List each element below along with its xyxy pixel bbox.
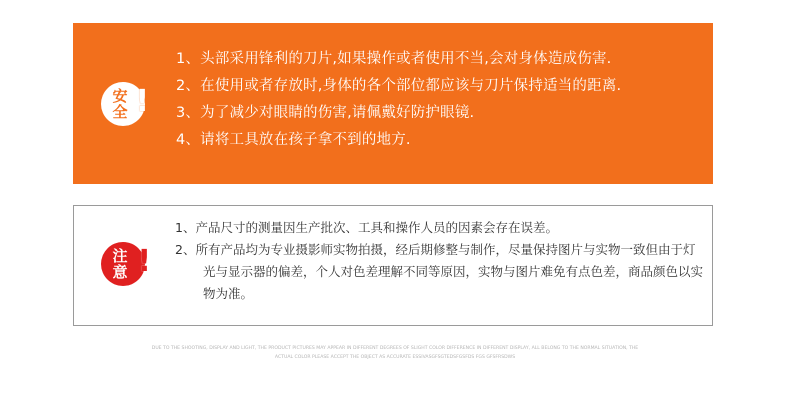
notice-item: 2、所有产品均为专业摄影师实物拍摄，经后期修整与制作，尽量保持图片与实物一致但由于灯光与显示器的偏差，个人对色差理解不同等原因，实物与图片难免有点色差，商品颜色以实物为准。 — [175, 242, 704, 301]
notice-panel — [73, 205, 713, 326]
notice-badge — [101, 242, 151, 286]
disclaimer-line-2: ACTUAL COLOR PLEASE ACCEPT THE OBJECT AS ACCURATE ESSIVASGFSGTEDSFGSFDS FGS GFSFRSDWS — [274, 355, 516, 360]
notice-list — [175, 217, 705, 305]
exclamation-icon: ! — [135, 84, 149, 119]
safety-warning-item: 1、头部采用锋利的刀片,如果操作或者使用不当,会对身体造成伤害. — [176, 51, 612, 67]
disclaimer-line-1: DUE TO THE SHOOTING, DISPLAY AND LIGHT, THE PRODUCT PICTURES MAY APPEAR IN DIFFERENT DEGREES OF SLIGHT COLOR DIFFERENCE IN DIFFERENT DISPLAY, ALL BELONG TO THE NORMAL SITUATION, THE — [151, 346, 639, 351]
safety-warning-panel — [73, 23, 713, 184]
safety-badge — [101, 82, 149, 126]
exclamation-icon: ! — [137, 244, 151, 279]
notice-item: 1、产品尺寸的测量因生产批次、工具和操作人员的因素会存在误差。 — [175, 220, 558, 235]
notice-badge-label: 注意 — [112, 247, 128, 281]
safety-warning-list — [176, 46, 621, 154]
safety-warning-item: 3、为了减少对眼睛的伤害,请佩戴好防护眼镜. — [176, 105, 475, 121]
safety-warning-item: 4、请将工具放在孩子拿不到的地方. — [176, 132, 411, 148]
safety-badge-label: 安全 — [112, 87, 128, 121]
safety-warning-item: 2、在使用或者存放时,身体的各个部位都应该与刀片保持适当的距离. — [176, 78, 622, 94]
